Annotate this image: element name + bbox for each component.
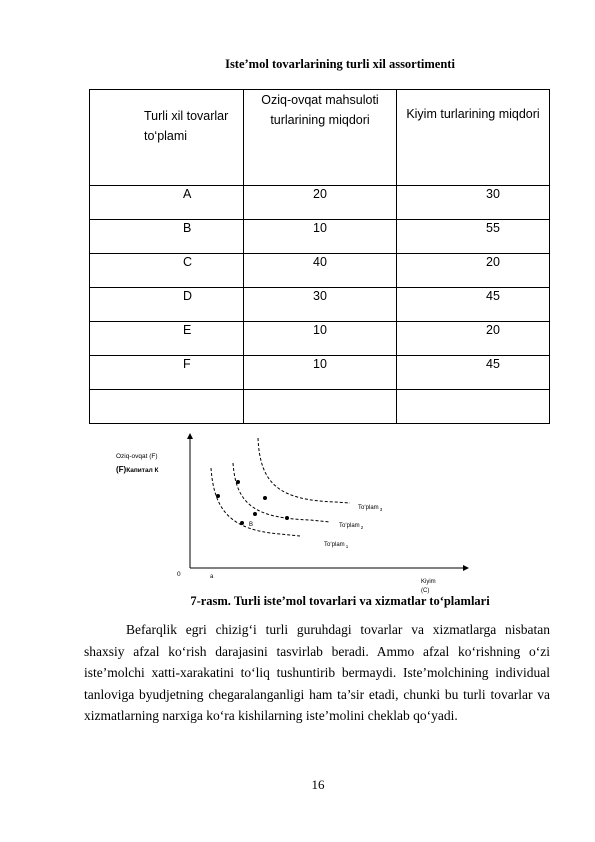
body-paragraph: Befarqlik egri chizig‘i turli guruhdagi tovarlar va xizmatlarga nisbatan shaxsiy afzal ko‘rish darajasini tasvirlab beradi. Ammo afzal ko‘rishning o‘zi iste’molchi xatti-xarakatini to‘liq tushuntirib bermaydi. Iste’molchining individual tanloviga byudjetning chegaralanganligi ham ta’sir etadi, chunki bu turli tovarlar va xizmatlarning narxiga ko‘ra kishilarning iste’molini cheklab qo‘yadi. — [84, 622, 550, 723]
cell-set: C — [90, 254, 244, 288]
cell-set: D — [90, 288, 244, 322]
table-row — [90, 288, 550, 322]
curve-label-1: To‘plam$_1$ — [324, 542, 349, 549]
point-on-curve-2c — [285, 516, 289, 520]
cell-clothes: 30 — [397, 186, 550, 220]
page-title: Iste’mol tovarlarining turli xil assortimenti — [225, 57, 455, 71]
header-food: Oziq-ovqat mahsuloti turlarining miqdori — [244, 90, 397, 186]
table-row — [90, 254, 550, 288]
origin-label: 0 — [177, 571, 181, 578]
cell-clothes: 20 — [397, 322, 550, 356]
y-axis-label: Oziq-ovqat (F) — [116, 453, 158, 460]
cell-clothes: 45 — [397, 356, 550, 390]
x-tick-label: a — [210, 574, 214, 580]
cell-set: E — [90, 322, 244, 356]
curve-label-2: To‘plam$_2$ — [339, 523, 364, 530]
table-row — [90, 220, 550, 254]
page-number: 16 — [311, 777, 325, 792]
cell-clothes: 55 — [397, 220, 550, 254]
table-row — [90, 322, 550, 356]
cell-set: F — [90, 356, 244, 390]
point-on-curve-2 — [236, 480, 240, 484]
indifference-curve-2 — [233, 463, 330, 522]
cell-food: 10 — [244, 220, 397, 254]
table-header-row — [90, 90, 550, 186]
cell-set — [90, 390, 244, 424]
curve-label-3: To‘plam$_3$ — [358, 505, 383, 512]
point-label-b: B — [249, 522, 254, 528]
table-row — [90, 356, 550, 390]
assortment-table — [89, 89, 550, 424]
cell-set: A — [90, 186, 244, 220]
x-axis-label: Kiyim — [421, 579, 436, 585]
cell-food: 30 — [244, 288, 397, 322]
figure-caption: 7-rasm. Turli iste’mol tovarlari va xizmatlar to‘plamlari — [190, 594, 490, 608]
cell-food — [244, 390, 397, 424]
cell-clothes: 45 — [397, 288, 550, 322]
header-clothes: Kiyim turlarining miqdori — [397, 90, 550, 186]
cell-food: 10 — [244, 322, 397, 356]
header-set: Turli xil tovarlar to‘plami — [90, 90, 244, 186]
point-b — [240, 521, 244, 525]
point-a — [216, 494, 220, 498]
x-axis-label-unit: (C) — [421, 588, 430, 594]
indifference-curve-3 — [258, 438, 350, 503]
table-row — [90, 186, 550, 220]
cell-food: 20 — [244, 186, 397, 220]
cell-clothes: 20 — [397, 254, 550, 288]
indifference-curve-1 — [211, 468, 300, 536]
point-on-curve-2b — [253, 512, 257, 516]
y-axis-label-2: (F)Капитал К — [116, 465, 159, 474]
point-on-curve-3 — [263, 496, 267, 500]
cell-clothes — [397, 390, 550, 424]
cell-set: B — [90, 220, 244, 254]
cell-food: 40 — [244, 254, 397, 288]
table-row-empty — [90, 390, 550, 424]
cell-food: 10 — [244, 356, 397, 390]
indifference-curves-diagram — [110, 430, 490, 600]
